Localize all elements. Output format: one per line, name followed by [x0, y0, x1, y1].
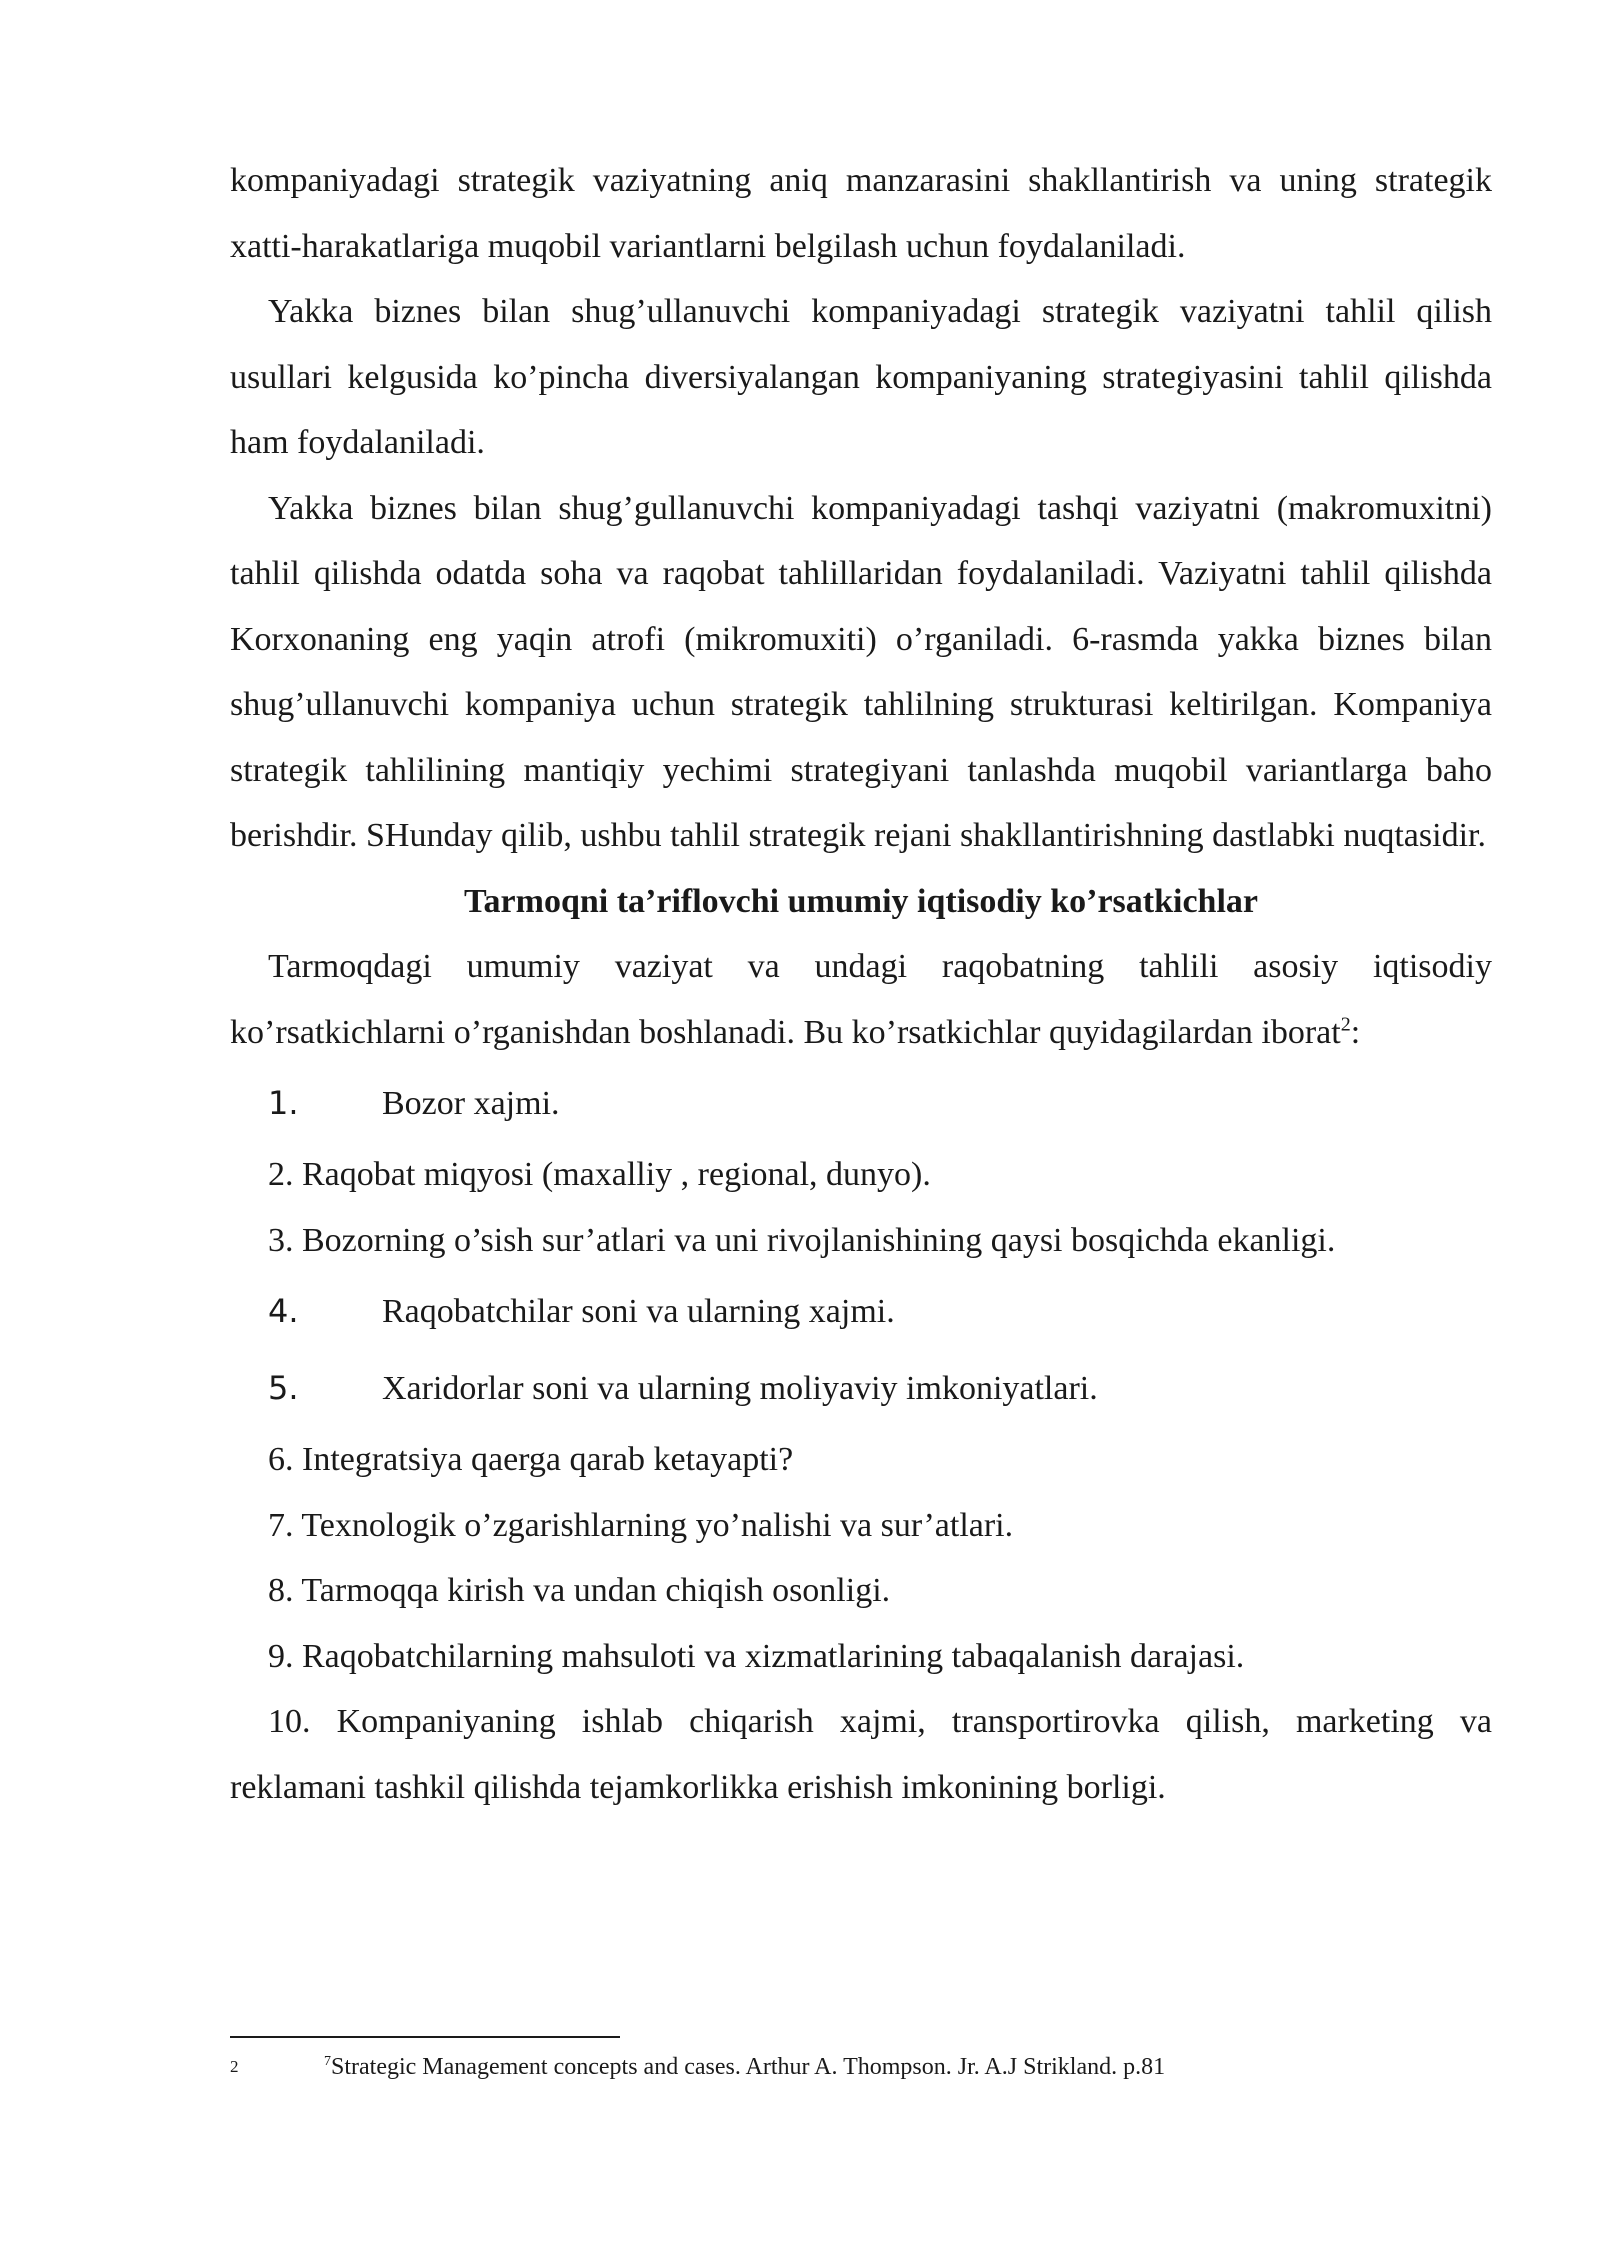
footnote-separator [230, 2036, 620, 2038]
list-text: Raqobatchilar soni va ularning xajmi. [382, 1293, 895, 1330]
intro-colon: : [1350, 1013, 1361, 1051]
footnote-mark: 2 [230, 2057, 239, 2076]
paragraph-3: Yakka biznes bilan shug’gullanuvchi kompaniyadagi tashqi vaziyatni (makromuxitni) tahlil qilishda odatda soha va raqobat tahlillaridan foydalaniladi. Vaziyatni tahlil qilishda Korxonaning eng yaqin atrofi (mikromuxiti) o’rganiladi. 6-rasmda yakka biznes bilan shug’ullanuvchi kompaniya uchun strategik tahlilning strukturasi keltirilgan. Kompaniya strategik tahlilining mantiqiy yechimi strategiyani tanlashda muqobil variantlarga baho berishdir. SHunday qilib, ushbu tahlil strategik rejani shakllantirishning dastlabki nuqtasidir. [230, 489, 1492, 854]
footnote-reference: 2 [1340, 1013, 1351, 1036]
intro-paragraph [230, 934, 1492, 1065]
footnote-text: Strategic Management concepts and cases. Arthur A. Thompson. Jr. A.J Strikland. p.81 [331, 2054, 1166, 2080]
document-page [230, 148, 1492, 1820]
paragraph-1: kompaniyadagi strategik vaziyatning aniq manzarasini shakllantirish va uning strategik xatti-harakatlariga muqobil variantlarni belgilash uchun foydalaniladi. [230, 162, 1492, 265]
list-item-5 [230, 1350, 1492, 1427]
list-number: 5. [268, 1369, 299, 1407]
list-item-2: 2. Raqobat miqyosi (maxalliy , regional, dunyo). [268, 1156, 931, 1193]
list-number: 1. [268, 1084, 299, 1122]
list-text: Xaridorlar soni va ularning moliyaviy imkoniyatlari. [382, 1370, 1098, 1407]
footnote [230, 2050, 1492, 2084]
list-item-9: 9. Raqobatchilarning mahsuloti va xizmatlarining tabaqalanish darajasi. [268, 1637, 1245, 1675]
list-item-8: 8. Tarmoqqa kirish va undan chiqish osonligi. [268, 1572, 891, 1609]
list-item-4 [230, 1273, 1492, 1350]
section-heading: Tarmoqni ta’riflovchi umumiy iqtisodiy ko’rsatkichlar [463, 882, 1259, 920]
list-item-1 [230, 1065, 1492, 1142]
list-number: 4. [268, 1292, 299, 1330]
list-item-7: 7. Texnologik o’zgarishlarning yo’nalishi va sur’atlari. [268, 1506, 1014, 1544]
paragraph-2: Yakka biznes bilan shug’ullanuvchi kompaniyadagi strategik vaziyatni tahlil qilish usullari kelgusida ko’pincha diversiyalangan kompaniyaning strategiyasini tahlil qilishda ham foydalaniladi. [230, 293, 1492, 461]
list-text: Bozor xajmi. [382, 1085, 560, 1122]
intro-text: Tarmoqdagi umumiy vaziyat va undagi raqobatning tahlili asosiy iqtisodiy ko’rsatkichlarni o’rganishdan boshlanadi. Bu ko’rsatkichlar quyidagilardan iborat [230, 948, 1492, 1051]
footnote-inner-mark: 7 [324, 2054, 331, 2069]
list-item-3: 3. Bozorning o’sish sur’atlari va uni rivojlanishining qaysi bosqichda ekanligi. [268, 1221, 1336, 1259]
list-item-6: 6. Integratsiya qaerga qarab ketayapti? [268, 1441, 794, 1478]
list-item-10: 10. Kompaniyaning ishlab chiqarish xajmi, transportirovka qilish, marketing va reklamani tashkil qilishda tejamkorlikka erishish imkonining borligi. [230, 1703, 1492, 1806]
